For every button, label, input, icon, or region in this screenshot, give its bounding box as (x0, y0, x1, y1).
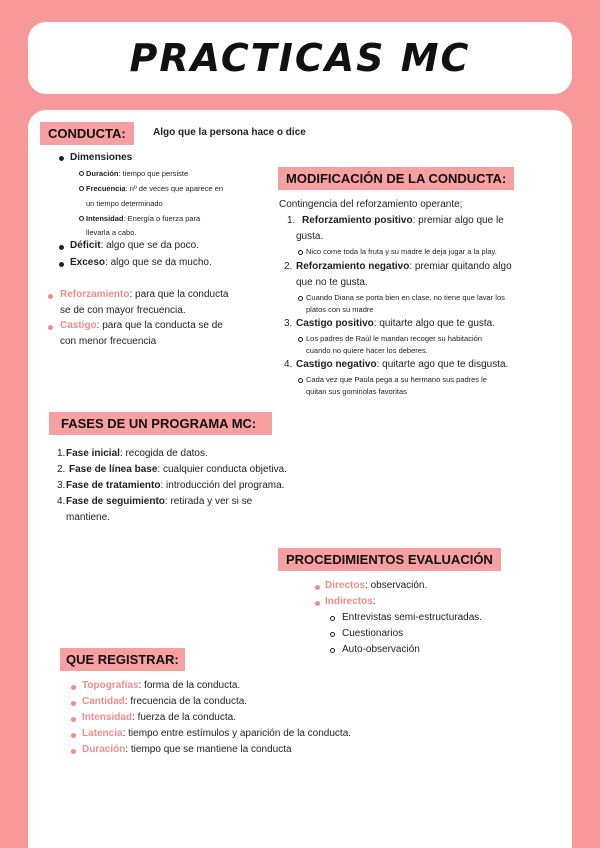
sub-bullet-icon (79, 216, 84, 221)
modificacion-example-4-line-2: quitan sus gominolas favoritas (306, 387, 407, 396)
sub-bullet-icon (330, 616, 335, 621)
bullet-icon (59, 156, 64, 161)
bullet-icon (71, 749, 76, 754)
bullet-icon (59, 245, 64, 250)
item-number: 4. (57, 496, 66, 507)
modificacion-example-4: Cada vez que Paula pega a su hermano sus padres le (306, 375, 487, 384)
fases-heading: FASES DE UN PROGRAMA MC: (49, 412, 272, 435)
frecuencia-line-2: un tiempo determinado (86, 199, 163, 208)
sub-bullet-icon (79, 171, 84, 176)
conducta-heading: CONDUCTA: (40, 122, 134, 145)
sub-bullet-icon (298, 296, 303, 301)
intensidad-line: Intensidad: Energía o fuerza para (86, 214, 201, 223)
bullet-icon (48, 325, 53, 330)
castigo-line-2: con menor frecuencia (60, 336, 157, 347)
deficit-line: Déficit: algo que se da poco. (70, 240, 199, 251)
indirectos-sub-1: Entrevistas semi-estructuradas. (342, 612, 483, 623)
registrar-item-4: Latencia: tiempo entre estímulos y aparición de la conducta. (82, 728, 352, 739)
bullet-icon (71, 717, 76, 722)
reforzamiento-line: Reforzamiento: para que la conducta (60, 289, 229, 300)
title-card (28, 22, 572, 94)
modificacion-item-1: Reforzamiento positivo: premiar algo que le (302, 215, 504, 226)
modificacion-example-3: Los padres de Raúl le mandan recoger su habitación (306, 334, 482, 343)
reforzamiento-line-2: se de con mayor frecuencia. (60, 305, 186, 316)
exceso-line: Exceso: algo que se da mucho. (70, 257, 212, 268)
bullet-icon (315, 585, 320, 590)
indirectos-sub-3: Auto-observación (342, 644, 420, 655)
registrar-item-5: Duración: tiempo que se mantiene la conducta (82, 744, 292, 755)
conducta-definition: Algo que la persona hace o dice (153, 127, 306, 138)
fase-1: Fase inicial: recogida de datos. (66, 448, 208, 459)
modificacion-item-1-line-2: gusta. (296, 231, 324, 242)
indirectos-sub-2: Cuestionarios (342, 628, 404, 639)
modificacion-example-1: Nico come toda la fruta y su madre le deja jugar a la play. (306, 247, 497, 256)
bullet-icon (71, 701, 76, 706)
indirectos-line: Indirectos: (325, 596, 376, 607)
bullet-icon (71, 685, 76, 690)
modificacion-item-2: Reforzamiento negativo: premiar quitando algo (296, 261, 512, 272)
item-number: 1. (287, 215, 296, 226)
item-number: 2. (57, 464, 66, 475)
modificacion-item-3: Castigo positivo: quitarte algo que te gusta. (296, 318, 495, 329)
dimensiones-label: Dimensiones (70, 152, 133, 163)
registrar-item-1: Topografías: forma de la conducta. (82, 680, 241, 691)
item-number: 4. (284, 359, 293, 370)
fase-3: Fase de tratamiento: introducción del programa. (66, 480, 285, 491)
directos-line: Directos: observación. (325, 580, 428, 591)
page-title: PRACTICAS MC (129, 36, 471, 80)
registrar-item-3: Intensidad: fuerza de la conducta. (82, 712, 236, 723)
modificacion-item-4: Castigo negativo: quitarte ago que te disgusta. (296, 359, 509, 370)
item-number: 2. (284, 261, 293, 272)
registrar-heading: QUE REGISTRAR: (60, 648, 185, 671)
bullet-icon (315, 601, 320, 606)
intensidad-line-2: llevarla a cabo. (86, 228, 137, 237)
bullet-icon (71, 733, 76, 738)
registrar-item-2: Cantidad: frecuencia de la conducta. (82, 696, 248, 707)
castigo-line: Castigo: para que la conducta se de (60, 320, 223, 331)
sub-bullet-icon (298, 337, 303, 342)
sub-bullet-icon (330, 632, 335, 637)
frecuencia-line: Frecuencia: nº de veces que aparece en (86, 184, 223, 193)
modificacion-heading: MODIFICACIÓN DE LA CONDUCTA: (278, 167, 514, 190)
modificacion-example-2-line-2: platos con su madre (306, 305, 374, 314)
fase-4-line-2: mantiene. (66, 512, 110, 523)
fase-2: Fase de línea base: cualquier conducta objetiva. (69, 464, 287, 475)
modificacion-item-2-line-2: que no te gusta. (296, 277, 368, 288)
sub-bullet-icon (298, 250, 303, 255)
modificacion-example-2: Cuando Diana se porta bien en clase, no tiene que lavar los (306, 293, 505, 302)
content-card (28, 110, 572, 848)
item-number: 3. (284, 318, 293, 329)
procedimientos-heading: PROCEDIMIENTOS EVALUACIÓN (278, 548, 501, 571)
sub-bullet-icon (330, 648, 335, 653)
bullet-icon (59, 262, 64, 267)
modificacion-intro: Contingencia del reforzamiento operante; (279, 199, 463, 210)
sub-bullet-icon (79, 186, 84, 191)
bullet-icon (48, 294, 53, 299)
sub-bullet-icon (298, 378, 303, 383)
fase-4: Fase de seguimiento: retirada y ver si se (66, 496, 253, 507)
item-number: 1. (57, 448, 66, 459)
item-number: 3. (57, 480, 66, 491)
modificacion-example-3-line-2: cuando no quiere hacer los deberes. (306, 346, 428, 355)
duracion-line: Duración: tiempo que persiste (86, 169, 189, 178)
